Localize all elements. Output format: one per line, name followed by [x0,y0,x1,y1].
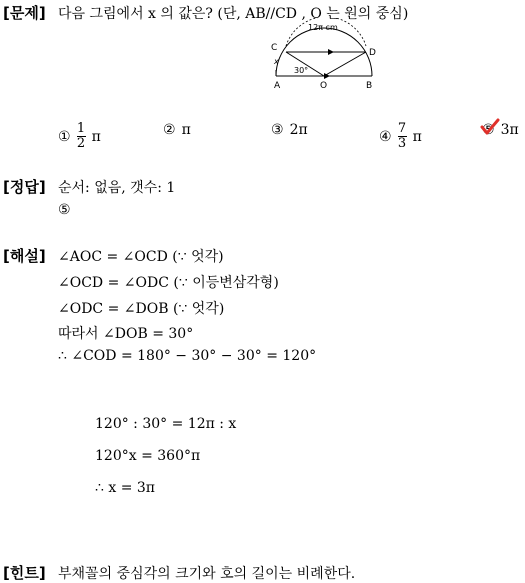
point-c: C [271,43,278,53]
problem-question: 다음 그림에서 x 의 값은? (단, AB//CD , O 는 원의 중심) [58,6,409,22]
x-label: x [274,57,279,66]
arc-label: 12π cm [308,23,338,32]
choice-1-number: ① [58,128,71,145]
choice-1-fraction: $\frac{1}{2}$ [76,121,86,151]
choice-3-value: 2π [289,122,308,138]
explanation-line-3: ∠ODC = ∠DOB (∵ 엇각) [58,301,225,317]
explanation-line-4: 따라서 ∠DOB = 30° [58,326,194,342]
explanation-line-5: ∴ ∠COD = 180° − 30° − 30° = 120° [58,348,317,364]
choice-5-number: ⑤ [482,122,495,138]
segment-od [324,52,366,76]
choice-4-number: ④ [379,128,392,145]
semicircle-figure [268,18,388,93]
answer-value: ⑤ [58,202,71,218]
explanation-line-2: ∠OCD = ∠ODC (∵ 이등변삼각형) [58,275,279,291]
point-o: O [320,81,328,91]
choice-2-value: π [181,122,191,138]
choice-2[interactable] [163,122,191,138]
choice-5-value: 3π [500,122,519,138]
calc-line-2: 120°x = 360°π [95,448,201,464]
hint-text: 부채꼴의 중심각의 크기와 호의 길이는 비례한다. [58,566,356,582]
choice-2-number: ② [163,122,176,138]
explanation-label: [해설] [3,247,46,265]
choice-4[interactable]: ④ $\frac{7}{3}$ π [379,121,422,151]
calc-line-1: 120° : 30° = 12π : x [95,416,237,432]
point-b: B [366,81,373,91]
choice-4-fraction: $\frac{7}{3}$ [397,121,407,151]
calc-line-3: ∴ x = 3π [95,480,155,496]
parallel-arrow-cd [328,49,334,55]
problem-label: [문제] [3,4,46,22]
point-a: A [274,81,281,91]
answer-order-count: 순서: 없음, 갯수: 1 [58,180,176,196]
point-d: D [369,48,376,58]
choice-3[interactable] [271,122,308,138]
angle-label: 30° [294,66,309,75]
answer-label: [정답] [3,178,46,196]
hint-label: [힌트] [3,564,46,582]
choice-1[interactable]: ① $\frac{1}{2}$ π [58,121,101,151]
choice-5[interactable] [482,122,519,138]
checkmark-icon [480,118,500,136]
choice-3-number: ③ [271,122,284,138]
explanation-line-1: ∠AOC = ∠OCD (∵ 엇각) [58,249,224,265]
